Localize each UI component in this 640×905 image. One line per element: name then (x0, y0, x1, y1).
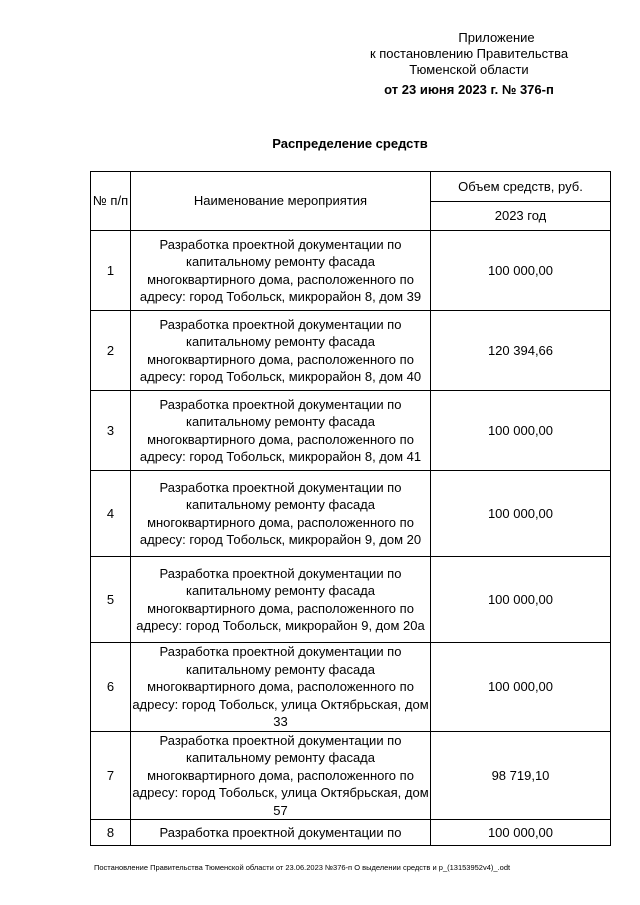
row-number: 7 (91, 731, 131, 820)
column-header-name: Наименование мероприятия (131, 172, 431, 231)
row-amount: 100 000,00 (431, 471, 611, 557)
row-number: 2 (91, 311, 131, 391)
row-number: 8 (91, 820, 131, 846)
row-amount: 120 394,66 (431, 311, 611, 391)
header-appendix: Приложение (458, 30, 535, 45)
table-row (91, 820, 611, 846)
row-amount: 100 000,00 (431, 231, 611, 311)
document-title: Распределение средств (272, 136, 428, 151)
header-region: Тюменской области (409, 62, 529, 77)
row-name: Разработка проектной документации по капитальному ремонту фасада многоквартирного дома, расположенного по адресу: город Тобольск, микрорайон 8, дом 41 (131, 391, 431, 471)
header-resolution: к постановлению Правительства (369, 46, 569, 61)
row-name: Разработка проектной документации по капитальному ремонту фасада многоквартирного дома, расположенного по адресу: город Тобольск, микрорайон 9, дом 20а (131, 557, 431, 643)
table-row (91, 311, 611, 391)
table-row (91, 557, 611, 643)
row-amount: 100 000,00 (431, 820, 611, 846)
table-row (91, 231, 611, 311)
row-amount: 98 719,10 (431, 731, 611, 820)
table-row (91, 391, 611, 471)
row-amount: 100 000,00 (431, 557, 611, 643)
row-amount: 100 000,00 (431, 391, 611, 471)
row-number: 6 (91, 643, 131, 732)
row-amount: 100 000,00 (431, 643, 611, 732)
header-date-number: от 23 июня 2023 г. № 376-п (384, 82, 554, 97)
row-number: 1 (91, 231, 131, 311)
row-name: Разработка проектной документации по капитальному ремонту фасада многоквартирного дома, расположенного по адресу: город Тобольск, микрорайон 8, дом 39 (131, 231, 431, 311)
table-row (91, 643, 611, 732)
column-header-amount: Объем средств, руб. (431, 172, 611, 202)
row-name: Разработка проектной документации по капитальному ремонту фасада многоквартирного дома, расположенного по адресу: город Тобольск, улица Октябрьская, дом 57 (132, 732, 429, 818)
row-name: Разработка проектной документации по капитальному ремонту фасада многоквартирного дома, расположенного по адресу: город Тобольск, улица Октябрьская, дом 33 (132, 644, 429, 729)
row-name: Разработка проектной документации по капитальному ремонту фасада многоквартирного дома, расположенного по адресу: город Тобольск, микрорайон 8, дом 40 (131, 311, 431, 391)
row-name: Разработка проектной документации по (131, 820, 431, 846)
table-row (91, 731, 611, 820)
row-number: 5 (91, 557, 131, 643)
row-name: Разработка проектной документации по капитальному ремонту фасада многоквартирного дома, расположенного по адресу: город Тобольск, микрорайон 9, дом 20 (131, 471, 431, 557)
table-row (91, 471, 611, 557)
document-footer: Постановление Правительства Тюменской области от 23.06.2023 №376-п О выделении средств и р_(13153952v4)_.odt (94, 863, 511, 872)
row-number: 4 (91, 471, 131, 557)
row-number: 3 (91, 391, 131, 471)
column-header-year: 2023 год (431, 202, 611, 231)
column-header-number: № п/п (91, 172, 131, 231)
document-header (344, 30, 594, 98)
allocation-table (90, 171, 611, 846)
